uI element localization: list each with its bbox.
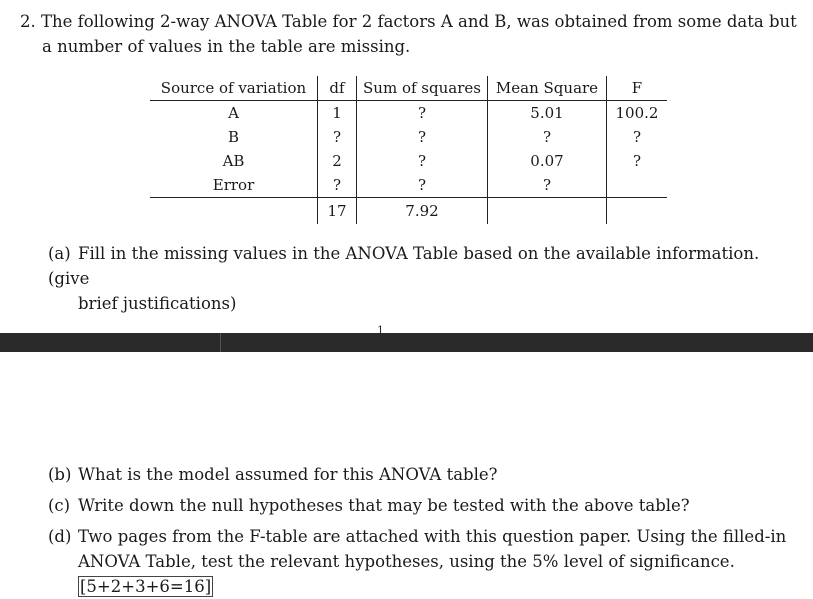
intro-line-2: a number of values in the table are missing. [42,37,411,56]
total-ss: 7.92 [357,198,488,225]
part-a-line-1: Fill in the missing values in the ANOVA Table based on the available information. (give [48,244,760,288]
header-df: df [318,76,357,101]
cell-f [607,173,668,198]
part-a-label: (a) [48,244,71,263]
marks-allocation: [5+2+3+6=16] [80,577,212,596]
cell-ms: 5.01 [488,101,607,126]
cell-ms: ? [488,173,607,198]
intro-line-1: The following 2-way ANOVA Table for 2 factors A and B, was obtained from some data but [41,12,797,31]
cell-df: ? [318,173,357,198]
anova-header-row [150,76,667,101]
part-d [48,524,813,599]
cell-ms: 0.07 [488,149,607,173]
total-source [150,198,318,225]
table-row [150,101,667,126]
cell-df: 1 [318,101,357,126]
part-a [48,241,788,316]
cell-ms: ? [488,125,607,149]
total-f [607,198,668,225]
header-mean-square: Mean Square [488,76,607,101]
part-d-line-2: ANOVA Table, test the relevant hypotheses, using the 5% level of significance. [78,552,735,571]
page-break-bar [0,324,813,352]
question-intro [20,9,810,59]
anova-table [150,76,667,224]
part-c-text: Write down the null hypotheses that may be tested with the above table? [78,496,690,515]
part-d-label: (d) [48,527,72,546]
table-row [150,173,667,198]
header-source: Source of variation [150,76,318,101]
cell-f: ? [607,125,668,149]
cell-source: A [228,104,239,122]
cell-source: B [227,128,240,146]
header-sum-of-squares: Sum of squares [357,76,488,101]
page-break-tab [0,333,221,352]
table-row [150,125,667,149]
cell-source: AB [222,152,245,170]
total-ms [488,198,607,225]
cell-source: Error [212,176,255,194]
part-d-line-1: Two pages from the F-table are attached with this question paper. Using the filled-in [78,527,787,546]
part-c [48,493,690,518]
cell-df: 2 [318,149,357,173]
cell-ss: ? [357,173,488,198]
part-b-text: What is the model assumed for this ANOVA table? [78,465,498,484]
cell-df: ? [318,125,357,149]
cell-f: ? [607,149,668,173]
cell-ss: ? [357,101,488,126]
cell-f: 100.2 [607,101,668,126]
cell-ss: ? [357,149,488,173]
total-df: 17 [318,198,357,225]
part-c-label: (c) [48,496,71,515]
part-a-line-2: brief justifications) [78,294,237,313]
part-b-label: (b) [48,465,72,484]
cell-ss: ? [357,125,488,149]
question-number: 2. [20,12,36,31]
total-row [150,198,667,225]
table-row [150,149,667,173]
page-number: 1 [377,324,384,337]
part-b [48,462,498,487]
header-f: F [607,76,668,101]
